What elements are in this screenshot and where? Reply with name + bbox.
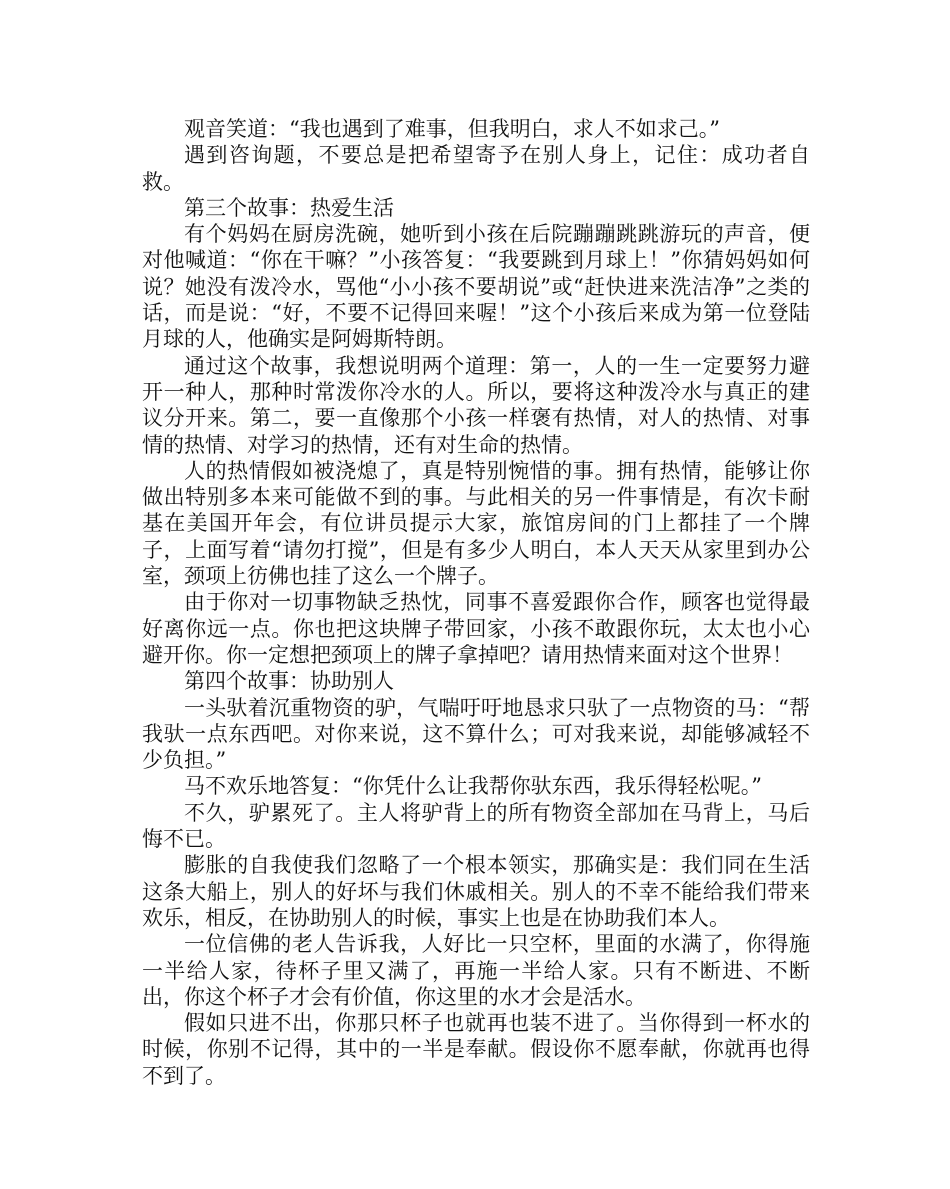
paragraph-guanyin-quote: 观音笑道：“我也遇到了难事，但我明白，求人不如求己。”	[184, 117, 720, 141]
paragraph-enthusiasm: 由于你对一切事物缺乏热忱，同事不喜爱跟你合作，顾客也觉得最好离你远一点。你也把这块牌子带回家，小孩不敢跟你玩，太太也小心避开你。你一定想把颈项上的牌子拿掉吧？请用热情来面对这个世界！	[142, 590, 810, 667]
paragraph-same-boat: 膨胀的自我使我们忽略了一个根本领实，那确实是：我们同在生活这条大船上，别人的好坏与我们休戚相关。别人的不幸不能给我们带来欢乐，相反，在协助别人的时候，事实上也是在协助我们本人。	[142, 853, 810, 930]
paragraph-horse-reply: 马不欢乐地答复：“你凭什么让我帮你驮东西，我乐得轻松呢。”	[184, 774, 762, 799]
paragraph-passion: 人的热情假如被浇熄了，真是特别惋惜的事。拥有热情，能够让你做出特别多本来可能做不到的事。与此相关的另一件事情是，有次卡耐基在美国开年会，有位讲员提示大家，旅馆房间的门上都挂了一个牌子，上面写着“请勿打搅”，但是有多少人明白，本人天天从家里到办公室，颈项上彷佛也挂了这么一个牌子。	[142, 458, 810, 589]
story-four-heading: 第四个故事：协助别人	[184, 669, 394, 694]
paragraph-donkey-plea: 一头驮着沉重物资的驴，气喘吁吁地恳求只驮了一点物资的马：“帮我驮一点东西吧。对你来说，这不算什么；可对我来说，却能够减轻不少负担。”	[142, 695, 810, 773]
paragraph-self-rescue: 遇到咨询题，不要总是把希望寄予在别人身上，记住：成功者自救。	[142, 143, 810, 194]
paragraph-empty-cup: 一位信佛的老人告诉我，人好比一只空杯，里面的水满了，你得施一半给人家，待杯子里又满了，再施一半给人家。只有不断进、不断出，你这个杯子才会有价值，你这里的水才会是活水。	[142, 932, 810, 1009]
paragraph-two-lessons: 通过这个故事，我想说明两个道理：第一，人的一生一定要努力避开一种人，那种时常泼你冷水的人。所以，要将这种泼冷水与真正的建议分开来。第二，要一直像那个小孩一样褒有热情，对人的热情、对事情的热情、对学习的热情，还有对生命的热情。	[142, 353, 810, 457]
paragraph-giving: 假如只进不出，你那只杯子也就再也装不进了。当你得到一杯水的时候，你别不记得，其中的一半是奉献。假设你不愿奉献，你就再也得不到了。	[142, 1011, 810, 1088]
story-three-heading: 第三个故事：热爱生活	[184, 195, 394, 220]
document-page	[142, 116, 810, 1089]
paragraph-moon-boy: 有个妈妈在厨房洗碗，她听到小孩在后院蹦蹦跳跳游玩的声音，便对他喊道：“你在干嘛？”小孩答复：“我要跳到月球上！”你猜妈妈如何说？她没有泼冷水，骂他“小小孩不要胡说”或“赶快进来洗洁净”之类的话，而是说：“好，不要不记得回来喔！”这个小孩后来成为第一位登陆月球的人，他确实是阿姆斯特朗。	[142, 222, 810, 352]
paragraph-donkey-dies: 不久，驴累死了。主人将驴背上的所有物资全部加在马背上，马后悔不已。	[142, 800, 810, 852]
